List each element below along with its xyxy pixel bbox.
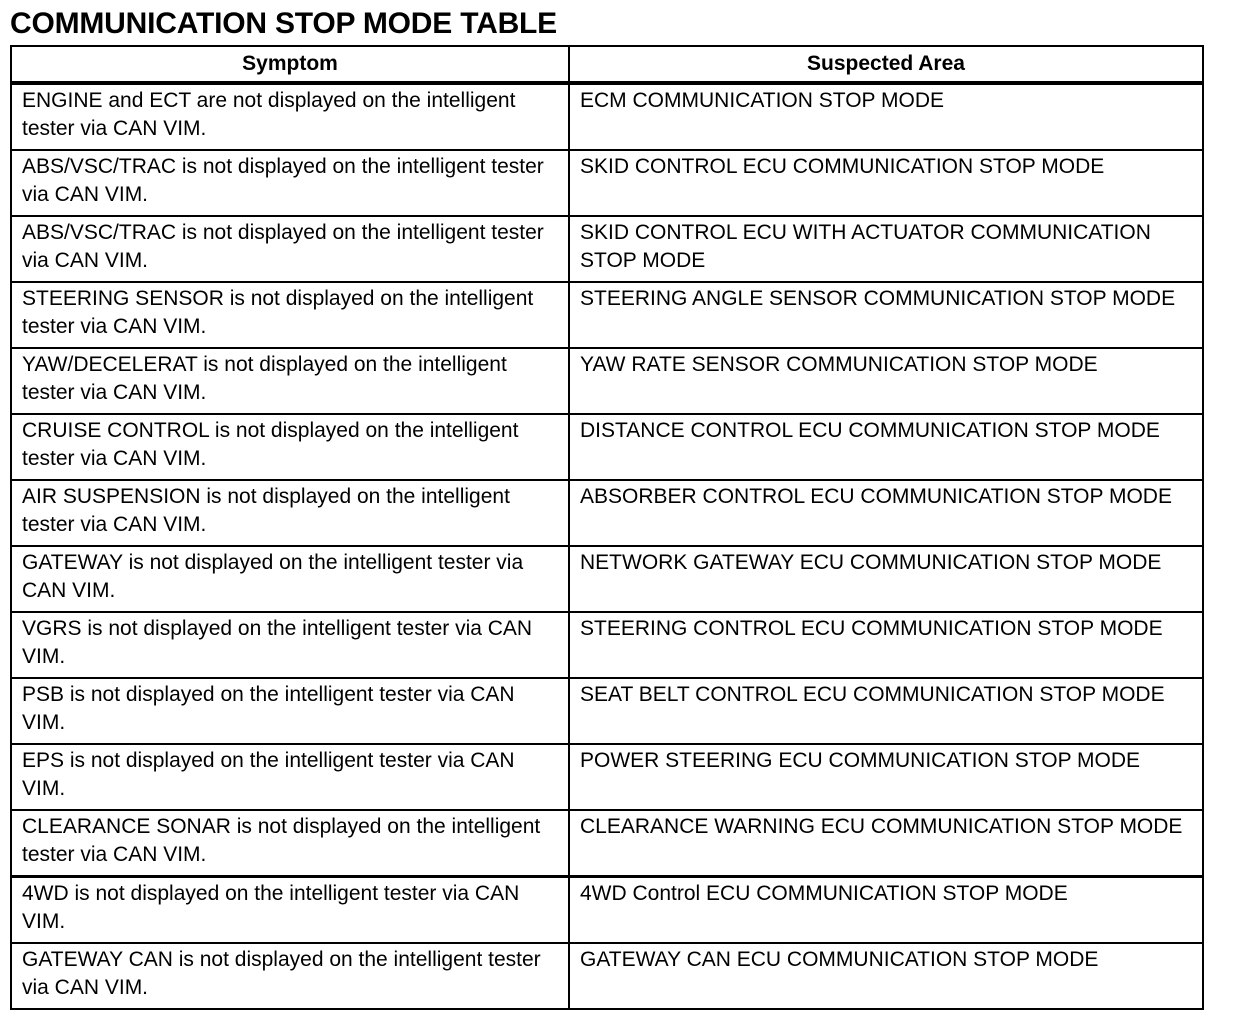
suspected-area-cell: SEAT BELT CONTROL ECU COMMUNICATION STOP MODE bbox=[569, 678, 1203, 744]
table-row bbox=[11, 877, 1203, 944]
symptom-cell: VGRS is not displayed on the intelligent tester via CAN VIM. bbox=[11, 612, 569, 678]
symptom-cell: AIR SUSPENSION is not displayed on the intelligent tester via CAN VIM. bbox=[11, 480, 569, 546]
suspected-area-cell: CLEARANCE WARNING ECU COMMUNICATION STOP MODE bbox=[569, 810, 1203, 877]
suspected-area-cell: STEERING CONTROL ECU COMMUNICATION STOP MODE bbox=[569, 612, 1203, 678]
symptom-cell: YAW/DECELERAT is not displayed on the intelligent tester via CAN VIM. bbox=[11, 348, 569, 414]
communication-stop-mode-table bbox=[10, 45, 1204, 1010]
table-row bbox=[11, 612, 1203, 678]
table-row bbox=[11, 744, 1203, 810]
table-row bbox=[11, 546, 1203, 612]
suspected-area-cell: SKID CONTROL ECU COMMUNICATION STOP MODE bbox=[569, 150, 1203, 216]
table-row bbox=[11, 83, 1203, 150]
table-row bbox=[11, 943, 1203, 1009]
page-title: COMMUNICATION STOP MODE TABLE bbox=[10, 7, 557, 40]
suspected-area-cell: ABSORBER CONTROL ECU COMMUNICATION STOP MODE bbox=[569, 480, 1203, 546]
table-row bbox=[11, 414, 1203, 480]
symptom-cell: PSB is not displayed on the intelligent tester via CAN VIM. bbox=[11, 678, 569, 744]
symptom-cell: ENGINE and ECT are not displayed on the intelligent tester via CAN VIM. bbox=[11, 83, 569, 150]
table-row bbox=[11, 810, 1203, 877]
suspected-area-cell: GATEWAY CAN ECU COMMUNICATION STOP MODE bbox=[569, 943, 1203, 1009]
column-header-suspected-area: Suspected Area bbox=[569, 46, 1203, 83]
table-row bbox=[11, 216, 1203, 282]
table-row bbox=[11, 150, 1203, 216]
table-header-row bbox=[11, 46, 1203, 83]
suspected-area-cell: POWER STEERING ECU COMMUNICATION STOP MODE bbox=[569, 744, 1203, 810]
symptom-cell: GATEWAY is not displayed on the intelligent tester via CAN VIM. bbox=[11, 546, 569, 612]
column-header-symptom: Symptom bbox=[11, 46, 569, 83]
symptom-cell: 4WD is not displayed on the intelligent tester via CAN VIM. bbox=[11, 877, 569, 944]
table-row bbox=[11, 348, 1203, 414]
symptom-cell: CLEARANCE SONAR is not displayed on the intelligent tester via CAN VIM. bbox=[11, 810, 569, 877]
symptom-cell: CRUISE CONTROL is not displayed on the intelligent tester via CAN VIM. bbox=[11, 414, 569, 480]
table-row bbox=[11, 480, 1203, 546]
table-row bbox=[11, 282, 1203, 348]
suspected-area-cell: ECM COMMUNICATION STOP MODE bbox=[569, 83, 1203, 150]
table-row bbox=[11, 678, 1203, 744]
symptom-cell: STEERING SENSOR is not displayed on the intelligent tester via CAN VIM. bbox=[11, 282, 569, 348]
symptom-cell: EPS is not displayed on the intelligent tester via CAN VIM. bbox=[11, 744, 569, 810]
suspected-area-cell: STEERING ANGLE SENSOR COMMUNICATION STOP MODE bbox=[569, 282, 1203, 348]
symptom-cell: ABS/VSC/TRAC is not displayed on the intelligent tester via CAN VIM. bbox=[11, 216, 569, 282]
suspected-area-cell: YAW RATE SENSOR COMMUNICATION STOP MODE bbox=[569, 348, 1203, 414]
suspected-area-cell: NETWORK GATEWAY ECU COMMUNICATION STOP MODE bbox=[569, 546, 1203, 612]
symptom-cell: GATEWAY CAN is not displayed on the intelligent tester via CAN VIM. bbox=[11, 943, 569, 1009]
suspected-area-cell: DISTANCE CONTROL ECU COMMUNICATION STOP MODE bbox=[569, 414, 1203, 480]
symptom-cell: ABS/VSC/TRAC is not displayed on the intelligent tester via CAN VIM. bbox=[11, 150, 569, 216]
suspected-area-cell: SKID CONTROL ECU WITH ACTUATOR COMMUNICATION STOP MODE bbox=[569, 216, 1203, 282]
suspected-area-cell: 4WD Control ECU COMMUNICATION STOP MODE bbox=[569, 877, 1203, 944]
